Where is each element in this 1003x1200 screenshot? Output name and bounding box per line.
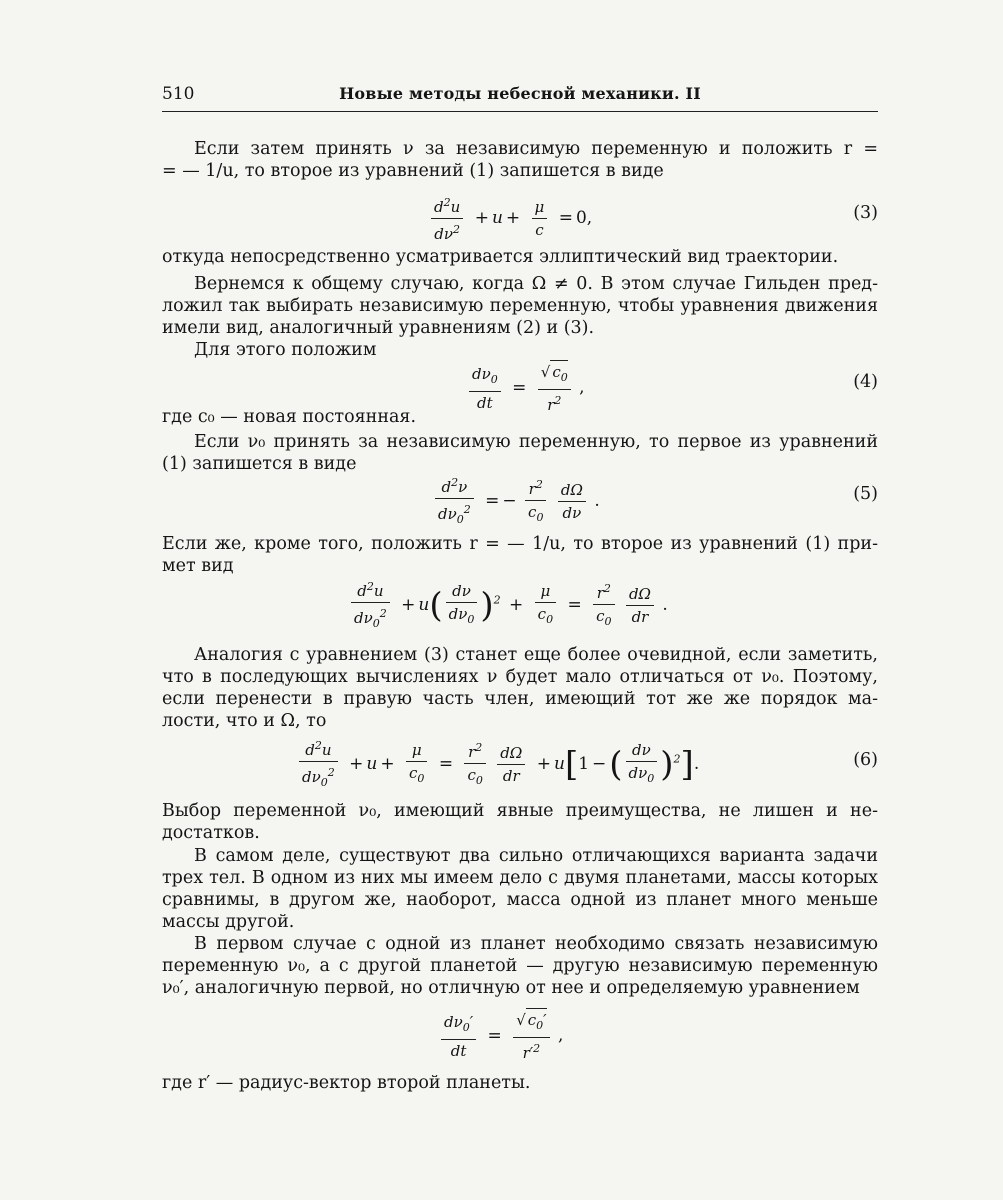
text-line: если перенести в правую часть член, имеющий тот же же порядок ма- (162, 689, 878, 709)
running-title: Новые методы небесной механики. II (339, 84, 701, 103)
text-line: мет вид (162, 556, 234, 576)
equation-number: (3) (853, 203, 878, 223)
text-line: = — 1/u, то второе из уравнений (1) запишется в виде (162, 161, 664, 181)
text-line: ложил так выбирать независимую переменную, чтобы уравнения движения (162, 296, 878, 316)
text-line: что в последующих вычислениях ν будет мало отличаться от ν₀. Поэтому, (162, 667, 878, 687)
page-number: 510 (162, 84, 195, 104)
text-line: В самом деле, существуют два сильно отличающихся варианта задачи (194, 846, 878, 866)
page-header (162, 84, 878, 110)
equation-number: (5) (853, 484, 878, 504)
text-line: откуда непосредственно усматривается эллиптический вид траектории. (162, 247, 839, 267)
text-line: Если ν₀ принять за независимую переменную, то первое из уравнений (194, 432, 878, 452)
text-line: Если же, кроме того, положить r = — 1/u, то второе из уравнений (1) при- (162, 534, 878, 554)
text-line: Для этого положим (194, 340, 377, 360)
text-line: Выбор переменной ν₀, имеющий явные преимущества, не лишен и не- (162, 801, 878, 821)
equation-unnumbered-1: $\frac{d^2u}{d\nu_0^2}$ + u( $\frac{d\nu}{d\nu_0}$ )$^2$ + $\frac{\mu}{c_0}$ = $\frac{r^2}{c_0}$ $\frac{d\Omega}{dr}$ . (348, 576, 668, 635)
text-line: В первом случае с одной из планет необходимо связать независимую (194, 934, 878, 954)
text-line: (1) запишется в виде (162, 454, 357, 474)
text-line: Если затем принять ν за независимую переменную и положить r = (194, 139, 878, 159)
text-line: где c₀ — новая постоянная. (162, 407, 417, 427)
text-line: переменную ν₀, а с другой планетой — другую независимую переменную (162, 956, 878, 976)
equation-number: (4) (853, 372, 878, 392)
text-line: имели вид, аналогичный уравнениям (2) и (3). (162, 318, 595, 338)
text-line: сравнимы, в другом же, наоборот, масса одной из планет много меньше (162, 890, 878, 910)
text-line: массы другой. (162, 912, 295, 932)
equation-4: $\frac{d\nu_0}{dt}$ = $\frac{√ c_0}{r^2}$ , (466, 360, 585, 416)
text-line: лости, что и Ω, то (162, 711, 327, 731)
text-line: Аналогия с уравнением (3) станет еще более очевидной, если заметить, (194, 645, 878, 665)
text-line: трех тел. В одном из них мы имеем дело с двумя планетами, массы которых (162, 868, 878, 888)
equation-unnumbered-2: $\frac{d\nu_0'}{dt}$ = $\frac{√ c_0'}{r'^2}$ , (438, 1008, 563, 1064)
text-line: достатков. (162, 823, 260, 843)
text-line: ν₀′, аналогичную первой, но отличную от нее и определяемую уравнением (162, 978, 860, 998)
equation-6: $\frac{d^2u}{d\nu_0^2}$ + u + $\frac{\mu}{c_0}$ = $\frac{r^2}{c_0}$ $\frac{d\Omega}{dr}$ + u[1 −( $\frac{d\nu}{d\nu_0}$ )$^2$]. (296, 735, 699, 794)
text-line: где r′ — радиус-вектор второй планеты. (162, 1073, 531, 1093)
equation-3: $\frac{d^2u}{d\nu^2}$ + u + $\frac{\mu}{c}$ = 0, (428, 192, 592, 245)
equation-5: $\frac{d^2\nu}{d\nu_0^2}$ = − $\frac{r^2}{c_0}$ $\frac{d\Omega}{d\nu}$ . (432, 472, 600, 531)
header-rule (162, 111, 878, 112)
equation-number: (6) (853, 750, 878, 770)
text-line: Вернемся к общему случаю, когда Ω ≠ 0. В этом случае Гильден пред- (194, 274, 878, 294)
